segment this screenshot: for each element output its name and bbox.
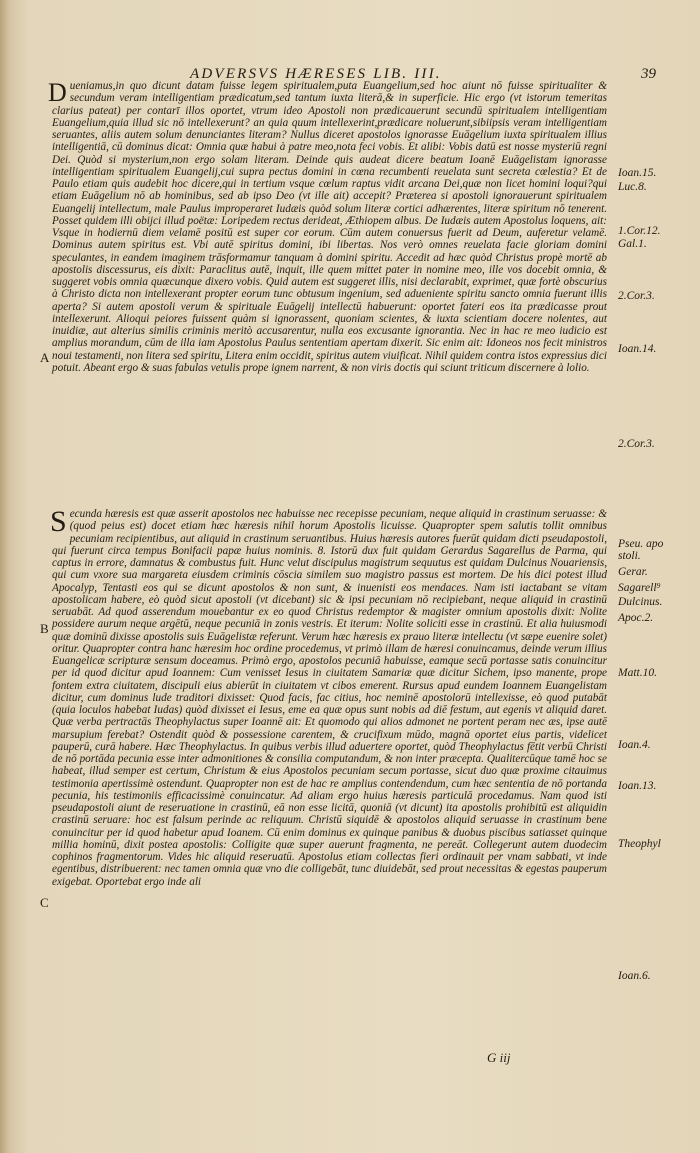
- drop-cap: S: [50, 505, 67, 538]
- margin-note: Dulcinus.: [618, 596, 663, 608]
- margin-note: stoli.: [618, 550, 641, 562]
- margin-note: Ioan.4.: [618, 739, 651, 751]
- margin-note: Ioan.13.: [618, 780, 657, 792]
- margin-note: Ioan.15.: [618, 167, 657, 179]
- paragraph-1: [48, 78, 607, 500]
- section-letter-b: B: [40, 621, 49, 636]
- margin-note: Pseu. apo: [618, 538, 664, 550]
- margin-note: Matt.10.: [618, 667, 657, 679]
- paragraph-2-text: ecunda hæresis est quæ asserit apostolos nec habuisse nec recepisse pecuniam, neque aliquid in crastinum seruasse: & (quod peius est) docet etiam hæc hæresis nihil horum Apostolis licuisse. Quapropter spem salutis tollit omnibus pecuniam recipientibus, aut aliquid in crastinum seruantibus. Huius hæresis autores fuerūt quidam dicti pseudapostoli, qui fuerunt circa tempus Bonifacii papæ huius nominis. 8. Istorū dux fuit quidam Gerardus Sagarellus de Parma, qui captus in errore, damnatus & combustus fuit. Hunc velut discipulus magistrum sequutus est quidam Dulcinus Nouariensis, qui cum vxore sua margareta eiusdem criminis cōscia similem suo magistro passus est mortem. De his dici potest illud Apocalyp, Tentasti eos qui se dicunt apostolos & non sunt, & inuenisti eos mendaces. Nam isti iactabant se vitam apostolicam habere, eò quòd sicut apostoli (vt dicebant) sic & ipsi pecuniam nō recipiebant, neque aliquid in crastinū seruabāt. Ad quod asserendum mouebantur ex eo quod Christus redemptor & magister omnium apostolis dixit: Nolite possidere aurum neque argētū, neque pecuniā in zonis vestris. Et iterum: Nolite soliciti esse in crastinū. Et alia huiusmodi quæ dominū dixisse apostolis suis Euāgelistæ referunt. Verum hæc hæresis ex prauo literæ intellectu (vt sæpe euenire solet) oritur. Quapropter contra hanc hæresim hoc ordine procedemus, vt primò illam de hæresi conuincamus, deinde verum illius Euangelicæ scripturæ sensum doceamus. Primò ergo, apostolos pecuniā habuisse, eamque secū portasse satis conuincitur per id quod dicitur apud Ioannem: Cum venisset Iesus in ciuitatem Samariæ quæ dicitur Sichem, ipso manente, prope fontem extra ciuitatem, discipuli eius abierūt in ciuitatem vt cibos emerent. Rursus apud eundem Ioannem Euangelistam dicitur, cum dominus lude traditori dixisset: Quod facis, fac citius, hoc neminē apostolorū intellexisse, eò quod putabāt (quia loculos habebat Iudas) quòd dixisset ei Iesus, eme ea quæ opus sunt nobis ad diē festum, aut egenis vt aliquid daret. Quæ verba pertractās Theophylactus super Ioannē ait: Et quomodo qui alios admonet ne portent peram nec æs, ipse autē marsupium ferebat? Ostendit quòd & possessione carentem, & crucifixum mūdo, magnā oportet eius partis, videlicet pauperū, curā habere. Hæc Theophylactus. In quibus verbis illud aduertere oportet, quòd Theophylactus fētit verbū Christi de nō portāda pecunia esse inter admonitiones & consilia computandum, & non inter præcepta. Qualitercūque tamē hoc se habeat, illud semper est certum, Christum & eius Apostolos pecuniam secum portasse, sicut duo quæ proxime citauimus testimonia apertissimè ostendunt. Quapropter non est de hac re amplius contendendum, cum hæc sententia de nō portanda pecunia, his testimoniis efficacissimè conuincatur. Ad aliam ergo huius hæresis particulā procedamus. Nam quod isti pseudapostoli aiunt de reseruatione in crastinū, eā non esse licitā, quoniā (vt dicunt) ita apostolis prohibitū est aliquidin crastinū seruare: hoc est falsum perinde ac reliquum. Christū siquidē & apostolos aliquid seruasse in crastinum bene conuincitur per id quod habetur apud Ioanem. Cū enim dominus ex quinque panibus & duobus piscibus satiasset quinque millia hominū, dixit postea apostolis: Colligite quæ super auerunt fragmenta, ne pereāt. Collegerunt autem duodecim cophinos fragmentorum. Vides hic aliquid reseruatū. Apostolus etiam collectas fieri ordinauit per vnam sabbati, vt inde egentibus, distribuerent: nec tamen omnia quæ vno die colligebāt, tunc diuidebāt, sed prout necessitas & egestas pauperum exigebat. Oportebat ergo inde ali: [52, 508, 607, 888]
- drop-cap: D: [48, 78, 67, 107]
- folio-number: 39: [641, 66, 656, 82]
- section-letter-a: A: [40, 350, 50, 365]
- main-text-block: [48, 78, 607, 1053]
- margin-note: Ioan.6.: [618, 970, 651, 982]
- paragraph-2: [50, 505, 607, 1053]
- margin-note: 2.Cor.3.: [618, 290, 655, 302]
- margin-note: Apoc.2.: [618, 612, 654, 624]
- running-head: ADVERSVS HÆRESES LIB. III.: [190, 66, 442, 82]
- margin-note: 2.Cor.3.: [618, 438, 655, 450]
- margin-note: Gerar.: [618, 566, 648, 578]
- margin-note: Gal.1.: [618, 238, 647, 250]
- margin-note: Ioan.14.: [618, 343, 657, 355]
- margin-note: Theophyl: [618, 838, 661, 850]
- margin-note: Sagarell⁹: [618, 582, 661, 594]
- margin-note: Luc.8.: [618, 181, 647, 193]
- margin-note: 1.Cor.12.: [618, 225, 661, 237]
- signature-mark: G iij: [487, 1050, 511, 1065]
- paragraph-1-text: ueniamus,in quo dicunt datam fuisse legem spiritualem,puta Euangelium,sed hoc aiunt nō fuisse spiritualiter & secundum veram intelligentiam prædicatum,sed tantum iuxta literā,& in superficie. Hic ergo (vt istorum temeritas clarius pateat) per contarī illos oportet, vtrum ideo Apostoli non prædicauerunt secundū spiritualem intelligentiam Euangelium,quia illud sic nō intellexerunt? an quia quum intellexerint,prædicare noluerunt,sibiipsis veram intelligentiam seruantes, aliis autem solum denunciantes literam? Nullus diceret apostolos ignorasse Euāgelium iuxta spiritualem illius intelligentiā, cū dominus dicat: Omnia quæ habui à patre meo,nota feci vobis. Et alibi: Vobis datū est nosse mysteriū regni Dei. Quòd si mysterium,non ergo solam literam. Deinde quis audeat dicere beatum Ioanē Euāgelistam ignorasse intelligentiam spiritualem Euangelij,cui supra pectus domini in cœna recumbenti reuelata sunt secreta cœlestia? Et de Paulo etiam quis audebit hoc dicere,qui in tertium vsque cœlum raptus vidit arcana Dei,quæ non licet homini loqui?qui etiam Euāgelium nō ab hominibus, sed ab ipso Deo (vt ille ait) accepit? Præterea si apostoli ignorauerunt spiritualem Euangelij intellectum, male Paulus improperaret Iudæis quòd solum literæ cortici adhærentes, literæ spiritum nō tenerent. Posset quidem illi obijci illud poëtæ: Loripedem rectus derideat, Æthiopem albus. De Iudæis autem Apostolus loquens, ait: Vsque in hodiernū diem velamē positū est super cor eorum. Cūm autem conuersus fuerit ad Deum, auferetur velamē. Dominus autem spiritus est. Vbi autē spiritus domini, ibi libertas. Nos verò omnes reuelata facie gloriam domini speculantes, in eandem imaginem trāsformamur tanquam à domini spiritu. Accedit ad hæc quòd Christus propè mortē ab apostolis discessurus, eis dixit: Paraclitus autē, inquit, ille quem mittet pater in nomine meo, ille vos docebit omnia, & suggeret vobis omnia quæcunque dixero vobis. Quid autem est suggeret illis, nisi declarabit, exprimet, quæ fortè obscurius à Christo dicta non intellexerant propter eorum tunc obtusum ingenium, sed adueniente spiritu sancto omnia fuerunt illis aperta? Si autem apostoli verum & spirituale Euāgelij intellectū habuerunt: oportet fateri eos ita prædicasse prout intellexerunt. Alioqui peiores fuissent quàm si ignorassent, quoniam scientes, & iuxta scientiam docere nolentes, aut inuidiæ, aut alterius similis criminis meritò accusarentur, nulla eos excusante ignorantia. Nec in hac re meo iudicio est amplius morandum, cūm de illa iam Apostolus Paulus sententiam apertam dixerit. Sic enim ait: Idoneos nos fecit ministros noui testamenti, non litera sed spiritu, Litera enim occidit, spiritus autem viuificat. Nihil quidem contra istos expressius dici potuit. Abeant ergo & suas fabulas vetulis prope ignem narrent, & non viris doctis qui sciunt triticum discernere à lolio.: [52, 80, 607, 374]
- section-letter-c: C: [40, 895, 49, 910]
